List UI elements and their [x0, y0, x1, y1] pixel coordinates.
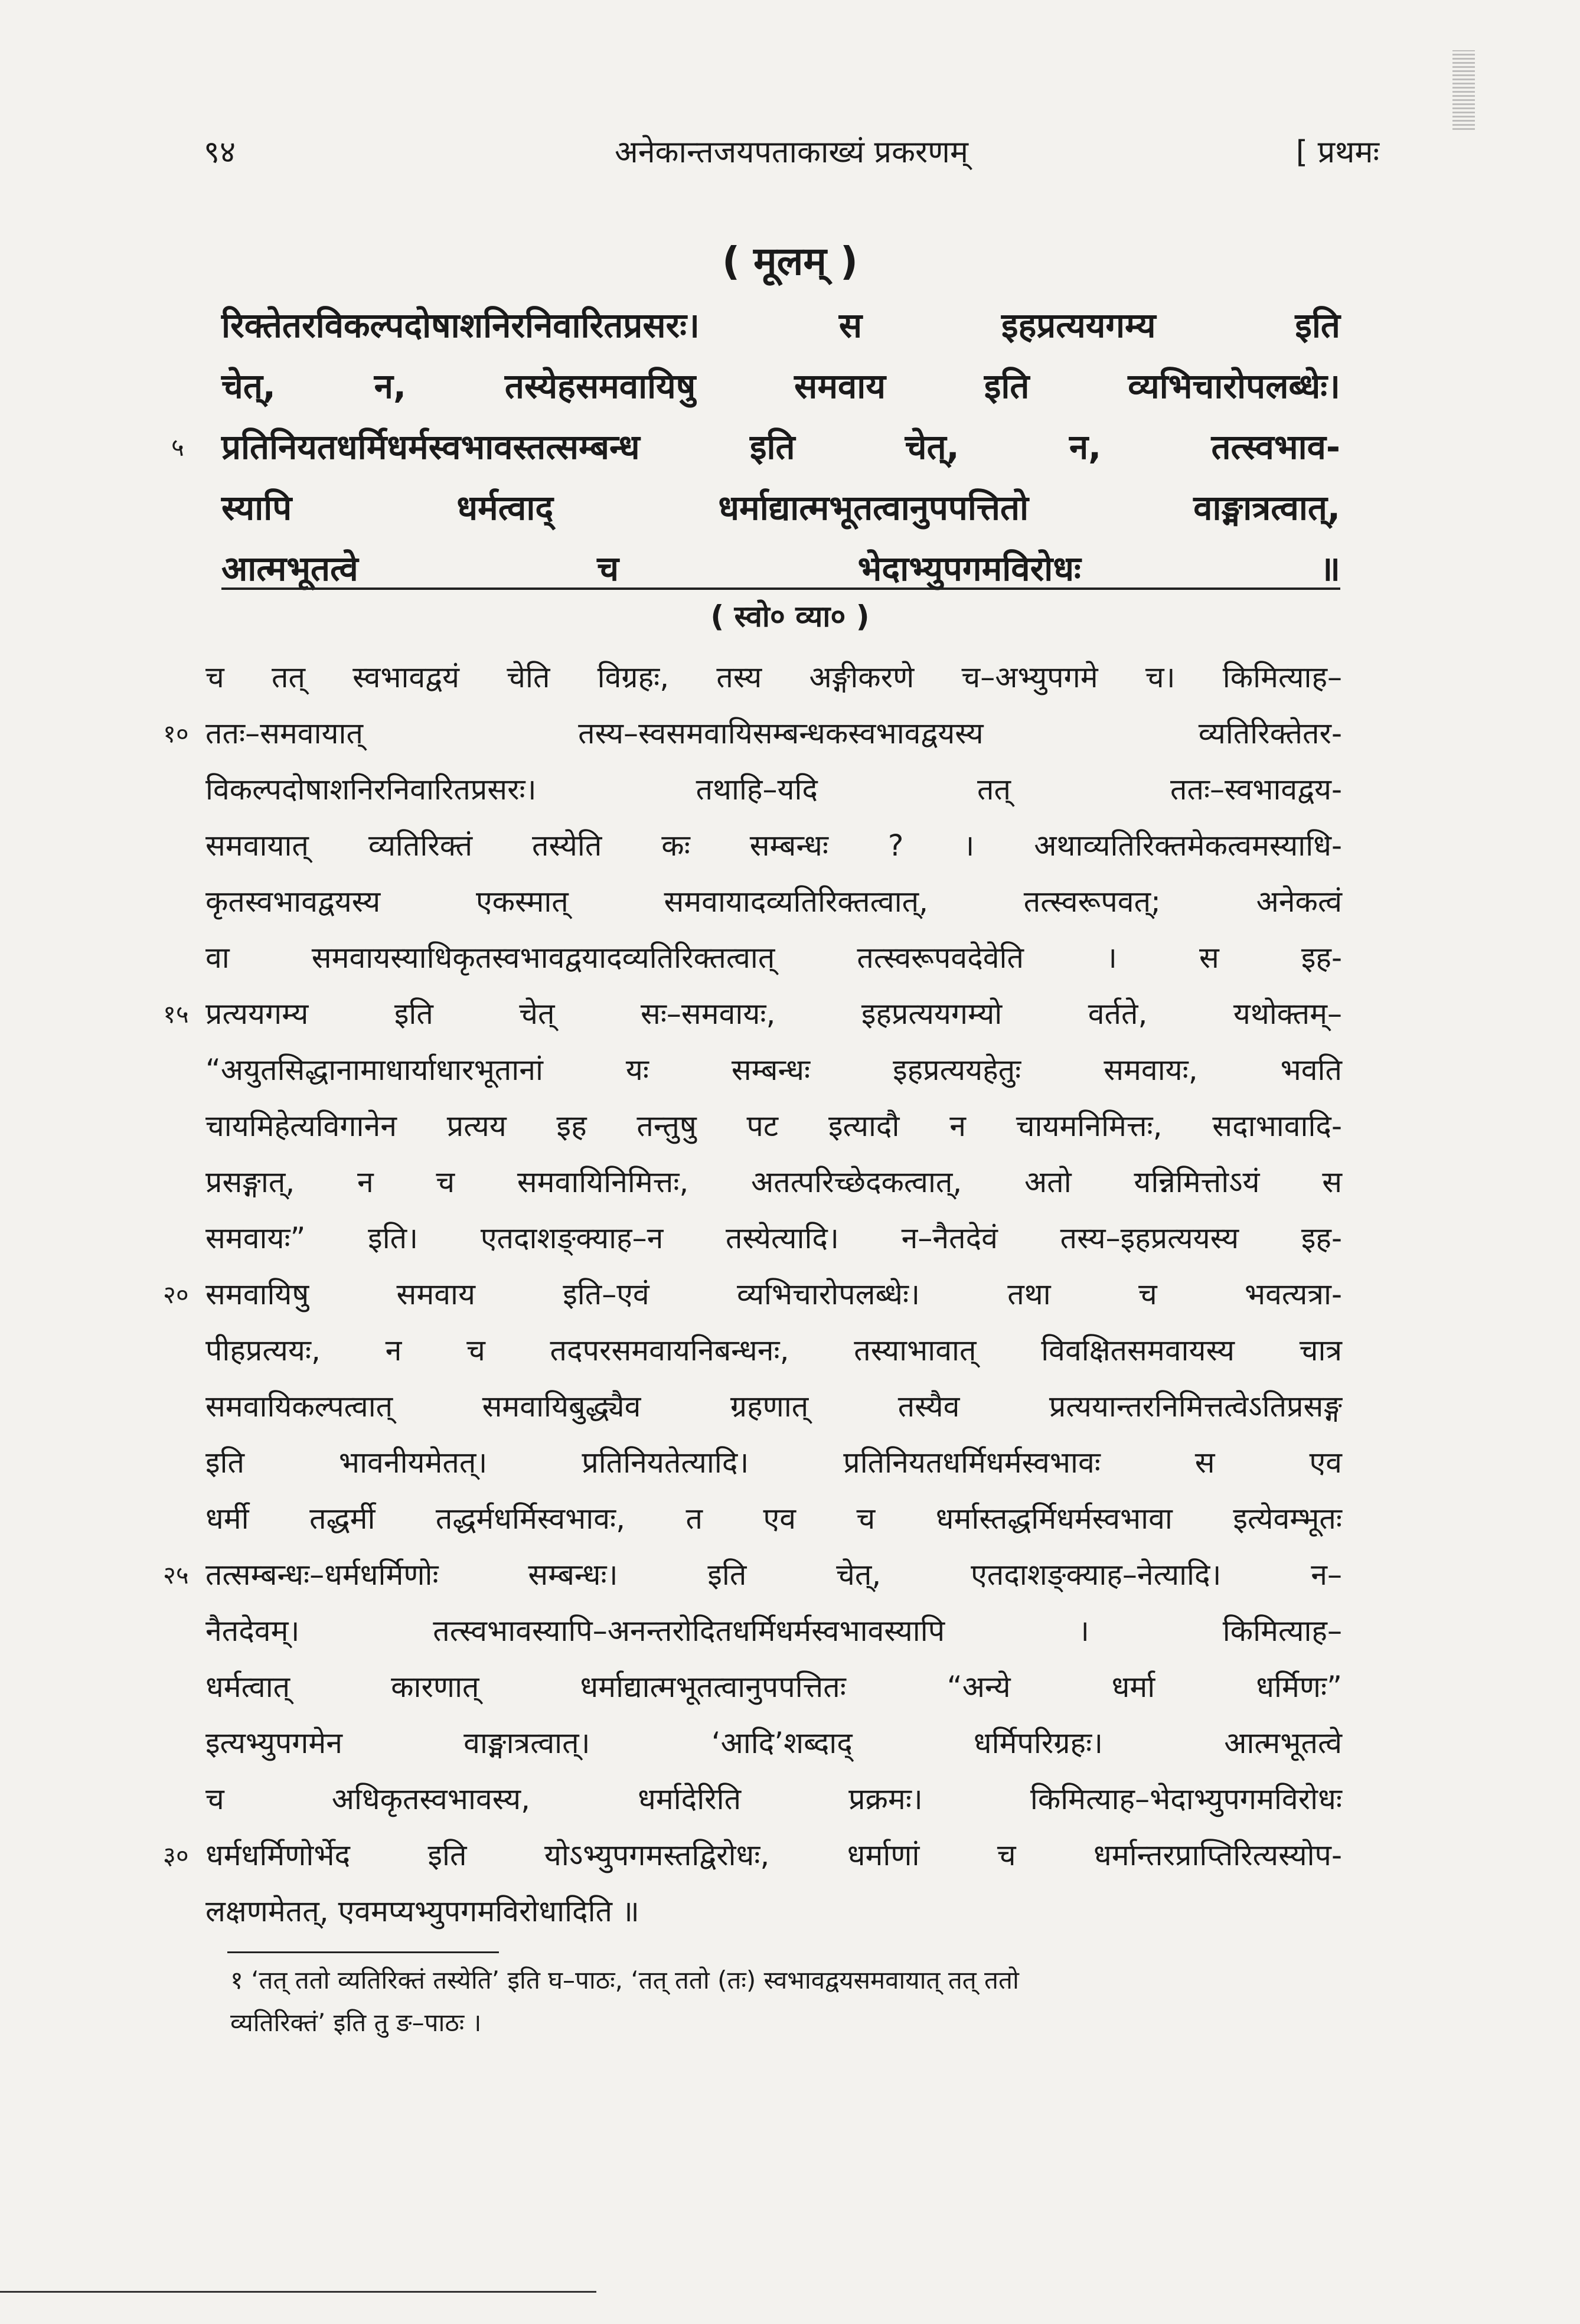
- line-text: प्रतिनियतधर्मिधर्मस्वभावस्तत्सम्बन्ध इति चेत्, न, तत्स्वभाव-: [221, 427, 1340, 467]
- vyakhya-line: [205, 930, 1342, 986]
- line-text: “अयुतसिद्धानामाधार्याधारभूतानां यः सम्बन्धः इहप्रत्ययहेतुः समवायः, भवति: [205, 1053, 1342, 1087]
- line-text: इति भावनीयमेतत्। प्रतिनियतेत्यादि। प्रतिनियतधर्मिधर्मस्वभावः स एव: [205, 1445, 1342, 1480]
- line-text: नैतदेवम्। तत्स्वभावस्यापि–अनन्तरोदितधर्मिधर्मस्वभावस्यापि । किमित्याह–: [205, 1614, 1342, 1648]
- line-text: स्यापि धर्मत्वाद् धर्माद्यात्मभूतत्वानुपपत्तितो वाङ्मात्रत्वात्,: [221, 488, 1340, 528]
- section-rule: [221, 587, 1340, 590]
- line-text: इत्यभ्युपगमेन वाङ्मात्रत्वात्। ‘आदि’शब्दाद् धर्मिपरिग्रहः। आत्मभूतत्वे: [205, 1726, 1342, 1760]
- line-number: १०: [163, 719, 189, 748]
- mool-heading: ( मूलम् ): [722, 239, 858, 284]
- vyakhya-heading: ( स्वो० व्या० ): [710, 599, 870, 634]
- vyakhya-line: [205, 1884, 1342, 1940]
- scan-edge-noise: [1452, 50, 1475, 130]
- line-text: समवायिकल्पत्वात् समवायिबुद्ध्यैव ग्रहणात् तस्यैव प्रत्ययान्तरनिमित्तत्वेऽतिप्रसङ्ग: [205, 1389, 1342, 1424]
- line-number: २०: [163, 1280, 189, 1309]
- mool-line: [221, 295, 1340, 356]
- line-text: तत्सम्बन्धः–धर्मधर्मिणोः सम्बन्धः। इति चेत्, एतदाशङ्क्याह–नेत्यादि। न–: [205, 1558, 1342, 1592]
- mool-text: [171, 295, 1340, 599]
- footnote-line: १ ‘तत् ततो व्यतिरिक्तं तस्येति’ इति घ–पाठः, ‘तत् ततो (तः) स्वभावद्वयसमवायात् तत् ततो: [230, 1966, 1019, 1995]
- footnote-rule: [227, 1951, 499, 1953]
- vyakhya-line: [163, 986, 1342, 1042]
- line-text: च तत् स्वभावद्वयं चेति विग्रहः, तस्य अङ्गीकरणे च–अभ्युपगमे च। किमित्याह–: [205, 660, 1342, 694]
- vyakhya-line: [205, 1435, 1342, 1491]
- mool-line: [221, 538, 1340, 599]
- page-number: ९४: [204, 135, 236, 170]
- line-text: आत्मभूतत्वे च भेदाभ्युपगमविरोधः ॥: [221, 549, 1340, 589]
- vyakhya-line: [205, 1771, 1342, 1827]
- vyakhya-line: [163, 1267, 1342, 1323]
- vyakhya-line: [205, 1379, 1342, 1435]
- footnote-line: व्यतिरिक्तं’ इति तु ङ–पाठः ।: [230, 2008, 482, 2037]
- line-text: ततः–समवायात् तस्य–स्वसमवायिसम्बन्धकस्वभावद्वयस्य व्यतिरिक्तेतर-: [205, 716, 1342, 750]
- vyakhya-line: [205, 1715, 1342, 1771]
- vyakhya-line: [163, 706, 1342, 762]
- scan-bottom-line: [0, 2291, 596, 2293]
- vyakhya-line: [205, 762, 1342, 818]
- commentary-text: [163, 649, 1342, 1940]
- mool-line: [221, 356, 1340, 417]
- vyakhya-line: [205, 1491, 1342, 1547]
- vyakhya-line: [205, 874, 1342, 930]
- running-header: [204, 124, 1379, 177]
- vyakhya-line: [205, 1210, 1342, 1267]
- vyakhya-line: [205, 1154, 1342, 1210]
- line-text: कृतस्वभावद्वयस्य एकस्मात् समवायादव्यतिरिक्तत्वात्, तत्स्वरूपवत्; अनेकत्वं: [205, 884, 1342, 919]
- vyakhya-line: [163, 1827, 1342, 1884]
- line-number: ३०: [163, 1841, 189, 1870]
- line-text: वा समवायस्याधिकृतस्वभावद्वयादव्यतिरिक्तत्वात् तत्स्वरूपवदेवेति । स इह-: [205, 941, 1342, 975]
- vyakhya-line: [205, 1098, 1342, 1154]
- line-number: २५: [163, 1561, 189, 1589]
- running-title: अनेकान्तजयपताकाख्यं प्रकरणम्: [614, 135, 969, 170]
- vyakhya-line: [205, 1323, 1342, 1379]
- line-text: चायमिहेत्यविगानेन प्रत्यय इह तन्तुषु पट इत्यादौ न चायमनिमित्तः, सदाभावादि-: [205, 1109, 1342, 1143]
- line-number: १५: [163, 1000, 189, 1029]
- vyakhya-line: [205, 649, 1342, 706]
- line-text: च अधिकृतस्वभावस्य, धर्मादेरिति प्रक्रमः। किमित्याह–भेदाभ्युपगमविरोधः: [205, 1782, 1342, 1816]
- mool-line: [171, 417, 1340, 478]
- vyakhya-line: [205, 818, 1342, 874]
- line-text: समवायात् व्यतिरिक्तं तस्येति कः सम्बन्धः ? । अथाव्यतिरिक्तमेकत्वमस्याधि-: [205, 828, 1342, 863]
- line-text: रिक्तेतरविकल्पदोषाशनिरनिवारितप्रसरः। स इहप्रत्ययगम्य इति: [221, 305, 1340, 345]
- line-text: समवायः” इति। एतदाशङ्क्याह–न तस्येत्यादि। न–नैतदेवं तस्य–इहप्रत्ययस्य इह-: [205, 1221, 1342, 1255]
- line-text: विकल्पदोषाशनिरनिवारितप्रसरः। तथाहि–यदि तत् ततः–स्वभावद्वय-: [205, 772, 1342, 807]
- line-text: लक्षणमेतत्, एवमप्यभ्युपगमविरोधादिति ॥: [205, 1894, 639, 1928]
- line-number: ५: [171, 433, 184, 462]
- line-text: प्रत्ययगम्य इति चेत् सः–समवायः, इहप्रत्ययगम्यो वर्तते, यथोक्तम्–: [205, 997, 1342, 1031]
- line-text: धर्मत्वात् कारणात् धर्माद्यात्मभूतत्वानुपपत्तितः “अन्ये धर्मा धर्मिणः”: [205, 1670, 1342, 1704]
- line-text: धर्मी तद्धर्मी तद्धर्मधर्मिस्वभावः, त एव च धर्मास्तद्धर्मिधर्मस्वभावा इत्येवम्भूतः: [205, 1502, 1342, 1536]
- line-text: समवायिषु समवाय इति–एवं व्यभिचारोपलब्धेः। तथा च भवत्यत्रा-: [205, 1277, 1342, 1311]
- footnote: [230, 1959, 1340, 2044]
- line-text: धर्मधर्मिणोर्भेद इति योऽभ्युपगमस्तद्विरोधः, धर्माणां च धर्मान्तरप्राप्तिरित्यस्योप-: [205, 1838, 1342, 1872]
- line-text: पीहप्रत्ययः, न च तदपरसमवायनिबन्धनः, तस्याभावात् विवक्षितसमवायस्य चात्र: [205, 1333, 1342, 1367]
- vyakhya-line: [205, 1603, 1342, 1659]
- vyakhya-line: [205, 1042, 1342, 1098]
- section-label: [ प्रथमः: [1295, 135, 1379, 170]
- line-text: प्रसङ्गात्, न च समवायिनिमित्तः, अतत्परिच्छेदकत्वात्, अतो यन्निमित्तोऽयं स: [205, 1165, 1342, 1199]
- vyakhya-line: [205, 1659, 1342, 1715]
- mool-line: [221, 478, 1340, 538]
- line-text: चेत्, न, तस्येहसमवायिषु समवाय इति व्यभिचारोपलब्धेः।: [221, 366, 1340, 406]
- vyakhya-line: [163, 1547, 1342, 1603]
